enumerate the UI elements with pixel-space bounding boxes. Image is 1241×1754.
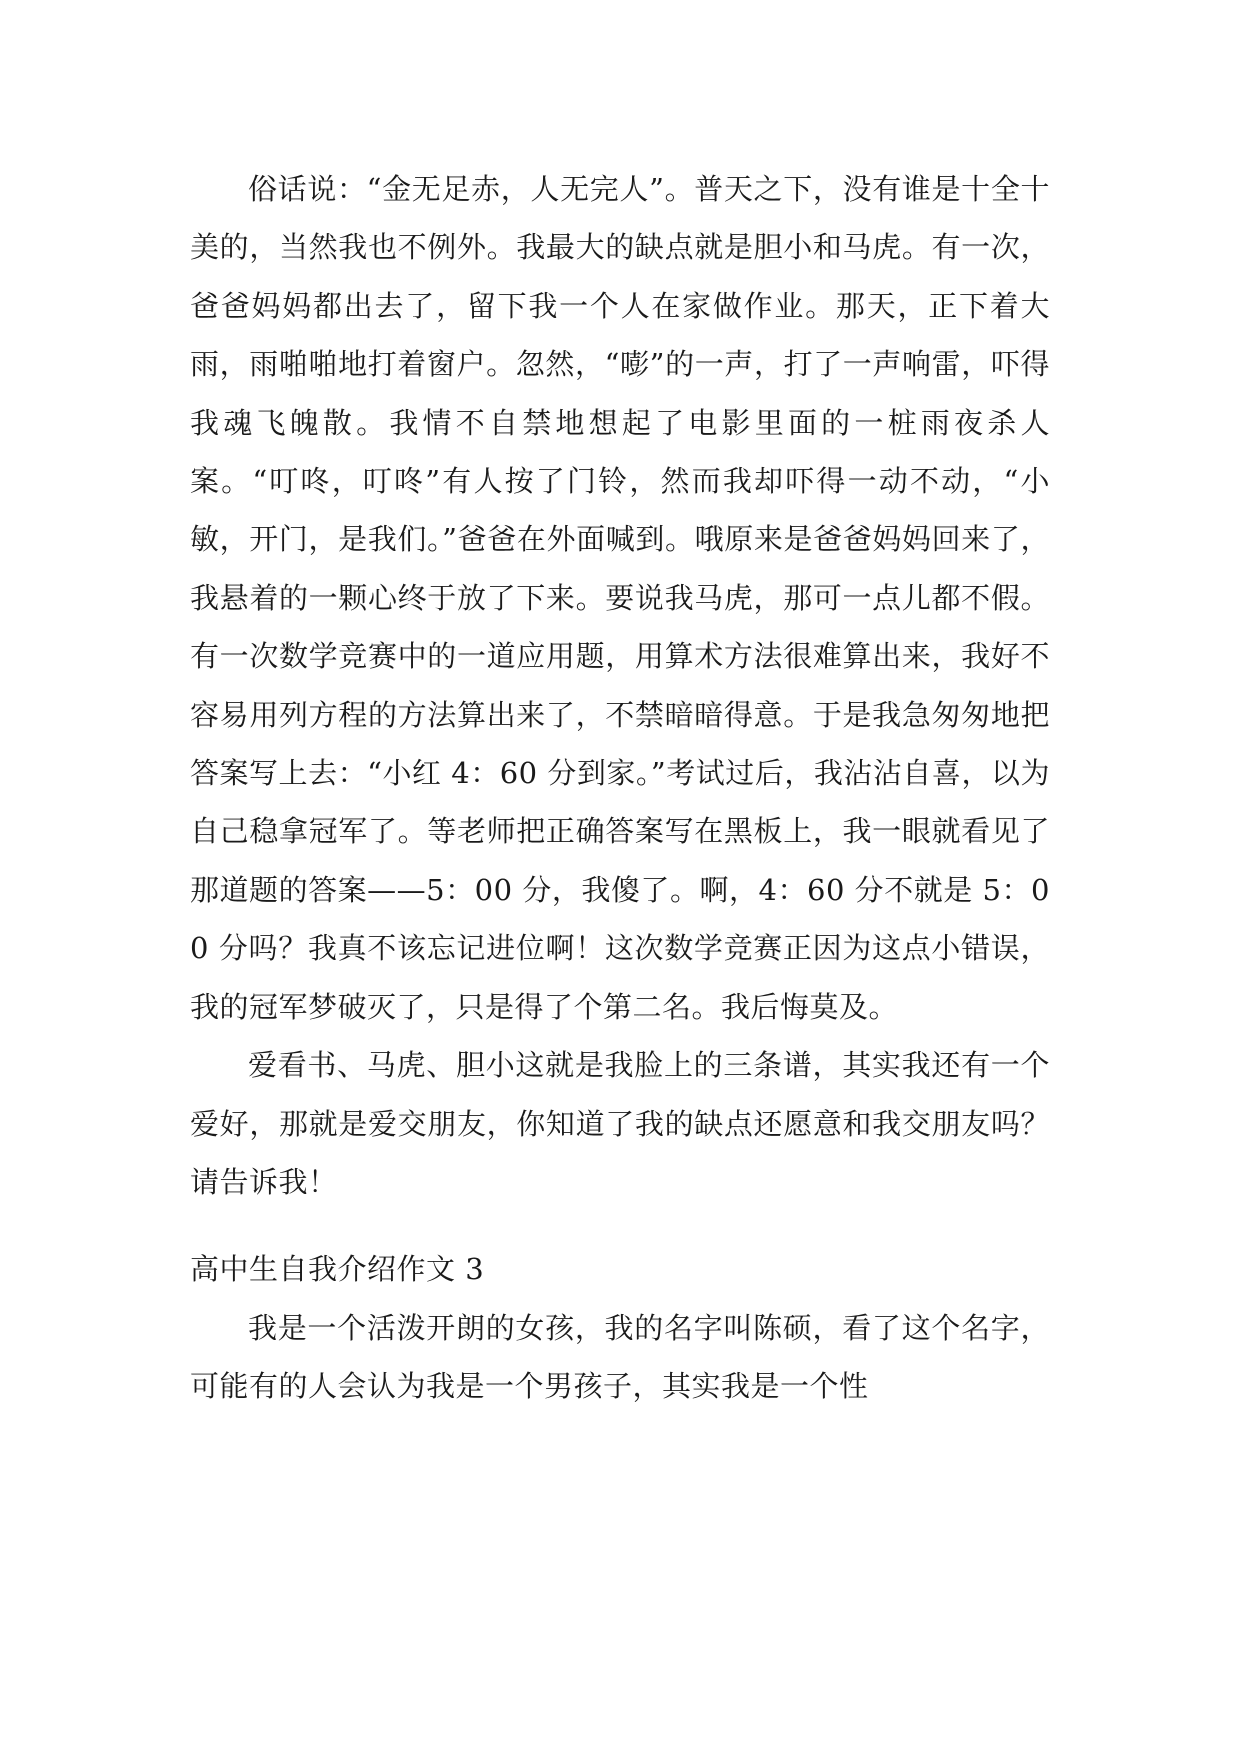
- section-heading: 高中生自我介绍作文 3: [190, 1252, 485, 1287]
- paragraph-flaws-story: 俗话说：“金无足赤，人无完人”。普天之下，没有谁是十全十美的，当然我也不例外。我最大的缺点就是胆小和马虎。有一次，爸爸妈妈都出去了，留下我一个人在家做作业。那天，正下着大雨，雨啪啪地打着窗户。忽然，“嘭”的一声，打了一声响雷，吓得我魂飞魄散。我情不自禁地想起了电影里面的一桩雨夜杀人案。“叮咚，叮咚”有人按了门铃，然而我却吓得一动不动，“小敏，开门，是我们。”爸爸在外面喊到。哦原来是爸爸妈妈回来了，我悬着的一颗心终于放了下来。要说我马虎，那可一点儿都不假。有一次数学竞赛中的一道应用题，用算术方法很难算出来，我好不容易用列方程的方法算出来了，不禁暗暗得意。于是我急匆匆地把答案写上去：“小红 4：60 分到家。”考试过后，我沾沾自喜，以为自己稳拿冠军了。等老师把正确答案写在黑板上，我一眼就看见了那道题的答案——5：00 分，我傻了。啊，4：60 分不就是 5：00 分吗？我真不该忘记进位啊！这次数学竞赛正因为这点小错误，我的冠军梦破灭了，只是得了个第二名。我后悔莫及。: [190, 172, 1050, 1024]
- document-body: [190, 160, 1050, 1416]
- paragraph-intro-3: 我是一个活泼开朗的女孩，我的名字叫陈硕，看了这个名字，可能有的人会认为我是一个男孩子，其实我是一个性: [190, 1310, 1050, 1404]
- paragraph-conclusion: 爱看书、马虎、胆小这就是我脸上的三条谱，其实我还有一个爱好，那就是爱交朋友，你知道了我的缺点还愿意和我交朋友吗？请告诉我！: [190, 1048, 1050, 1199]
